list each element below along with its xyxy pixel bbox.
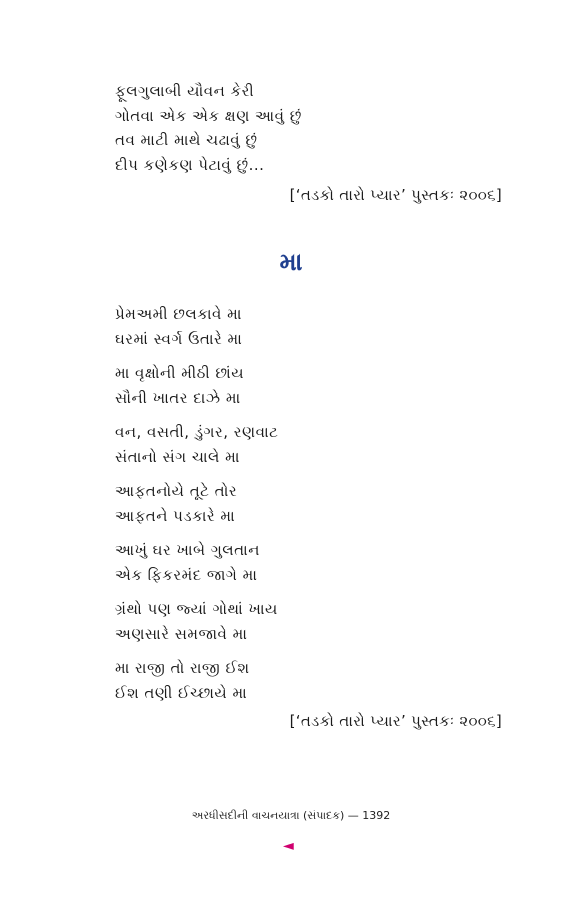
poem-line: મા વૃક્ષોની મીઠી છાંય <box>115 364 244 382</box>
poem-line: તવ માટી માથે ચઢાવું છું <box>115 131 258 149</box>
poem-stanza <box>115 420 535 469</box>
prev-poem-stanza <box>115 79 535 177</box>
poem-line: ગોતવા એક એક ક્ષણ આવું છું <box>115 106 302 125</box>
poem-title: મા <box>279 248 303 276</box>
poem-stanza <box>115 538 535 587</box>
poem-line: આફતનોયે તૂટે તોર <box>115 482 238 500</box>
poem-stanza <box>115 302 535 351</box>
poem-line: ઈશ તણી ઈચ્છાયે મા <box>115 683 248 702</box>
poem-stanza <box>115 479 535 528</box>
poem-line: ફૂલગુલાબી યૌવન કેરી <box>115 82 255 100</box>
poem-line: સૌની ખાતર દાઝે મા <box>115 388 241 407</box>
poem-line: પ્રેમઅમી છલકાવે મા <box>115 305 242 323</box>
poem-line: એક ફિકરમંદ જાગે મા <box>115 565 258 584</box>
page-footer: અરધીસદીની વાચનયાત્રા (સંપાદક) — 1392 <box>191 809 391 822</box>
previous-page-arrow-icon[interactable]: ◄ <box>283 838 294 854</box>
poem-line: દીપ કણેકણ પેટાવું છું... <box>115 155 265 174</box>
poem-line: આફતને પડકારે મા <box>115 506 236 525</box>
poem-stanza <box>115 597 535 646</box>
poem-line: આખું ઘર ખાબે ગુલતાન <box>115 541 260 559</box>
poem-line: ગ્રંથો પણ જ્યાં ગોથાં ખાય <box>115 600 278 618</box>
poem-line: વન, વસતી, ડુંગર, રણવાટ <box>115 423 279 441</box>
poem-line: સંતાનો સંગ ચાલે મા <box>115 447 240 466</box>
poem-line: મા રાજી તો રાજી ઈશ <box>115 659 250 677</box>
poem-line: ઘરમાં સ્વર્ગ ઉતારે મા <box>115 329 243 348</box>
poem-stanza <box>115 656 535 705</box>
poem-line: અણસારે સમજાવે મા <box>115 624 248 643</box>
poem-citation: [‘તડકો તારો પ્યાર’ પુસ્તકઃ ૨૦૦૬] <box>289 712 502 730</box>
prev-poem-citation: [‘તડકો તારો પ્યાર’ પુસ્તકઃ ૨૦૦૬] <box>289 186 502 204</box>
poem-stanza <box>115 361 535 410</box>
